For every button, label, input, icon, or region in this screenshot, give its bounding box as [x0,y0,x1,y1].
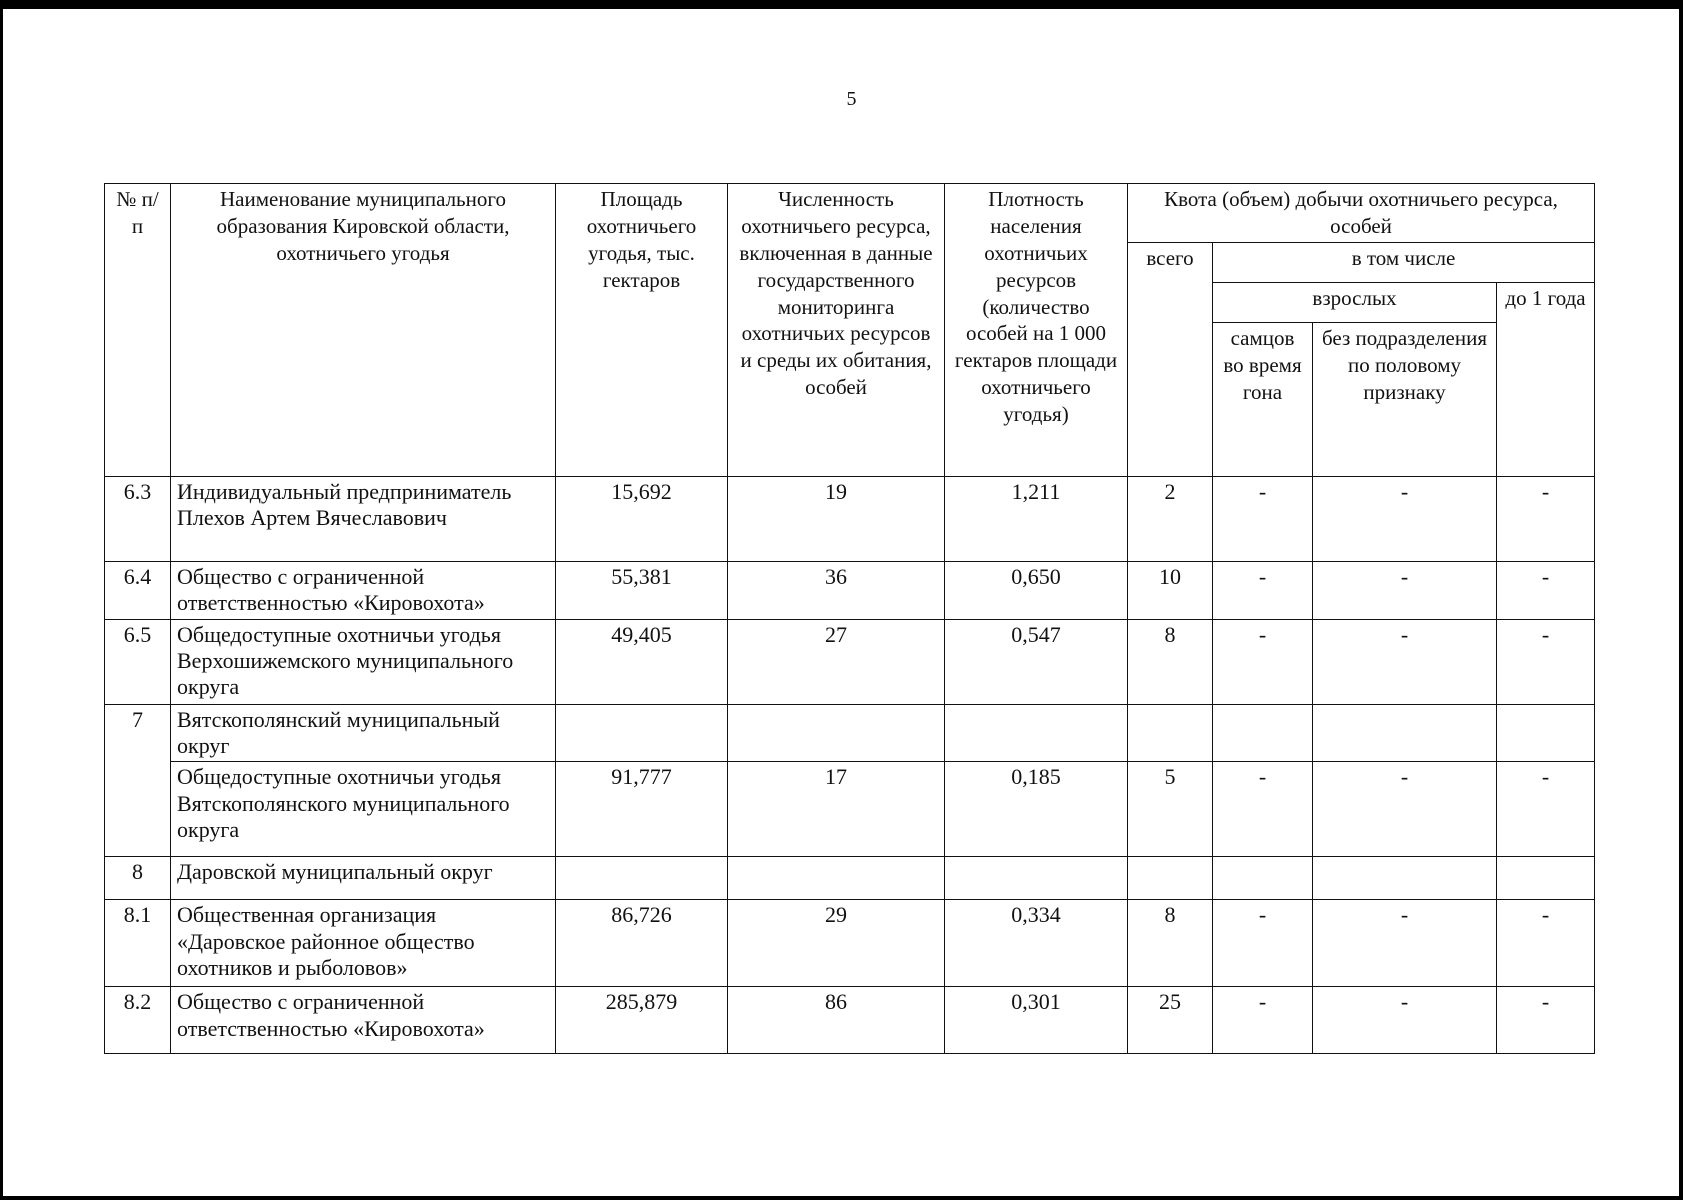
scan-border-right [1679,0,1683,1200]
row-area: 91,777 [556,762,728,857]
table-row [105,704,1595,762]
row-nosex: - [1313,987,1497,1054]
row-males: - [1213,476,1313,561]
row-total: 10 [1128,561,1213,619]
row-under1: - [1497,561,1595,619]
row-num: 6.3 [105,476,171,561]
table-header [105,184,1595,477]
row-count: 19 [728,476,945,561]
row-males: - [1213,619,1313,704]
row-num: 6.5 [105,619,171,704]
row-males: - [1213,561,1313,619]
table-row [105,561,1595,619]
row-count: 36 [728,561,945,619]
row-density: 0,650 [945,561,1128,619]
header-total: всего [1128,242,1213,476]
header-quota: Квота (объем) добычи охотничьего ресурса, особей [1128,184,1595,243]
row-name: Вятскополянский муниципальный округ [171,704,556,762]
row-total: 5 [1128,762,1213,857]
table-row [105,476,1595,561]
scan-border-bottom [0,1196,1683,1200]
row-area: 15,692 [556,476,728,561]
header-males-rut: самцов во время гона [1213,322,1313,476]
row-name: Общедоступные охотничьи угодья Вятскополянского муниципального округа [171,762,556,857]
row-name: Даровской муниципальный округ [171,857,556,900]
row-nosex: - [1313,561,1497,619]
row-nosex: - [1313,762,1497,857]
header-density: Плотность населения охотничьих ресурсов (количество особей на 1 000 гектаров площади охотничьего угодья) [945,184,1128,477]
row-area: 285,879 [556,987,728,1054]
header-num: № п/п [105,184,171,477]
row-area: 55,381 [556,561,728,619]
row-males [1213,704,1313,762]
row-name: Общество с ограниченной ответственностью «Кировохота» [171,561,556,619]
row-num: 8 [105,857,171,900]
row-males: - [1213,987,1313,1054]
row-density: 1,211 [945,476,1128,561]
row-nosex [1313,704,1497,762]
row-name: Индивидуальный предприниматель Плехов Артем Вячеславович [171,476,556,561]
row-name: Общество с ограниченной ответственностью «Кировохота» [171,987,556,1054]
row-total [1128,704,1213,762]
table-body [105,476,1595,1054]
header-adults: взрослых [1213,282,1497,322]
row-name: Общественная организация «Даровское районное общество охотников и рыболовов» [171,900,556,987]
table-row [105,762,1595,857]
row-total: 8 [1128,900,1213,987]
row-nosex: - [1313,476,1497,561]
row-total: 25 [1128,987,1213,1054]
row-density [945,857,1128,900]
table-row [105,987,1595,1054]
row-count: 17 [728,762,945,857]
row-count: 86 [728,987,945,1054]
row-count: 29 [728,900,945,987]
row-total: 8 [1128,619,1213,704]
row-males [1213,857,1313,900]
header-area: Площадь охотничьего угодья, тыс. гектаров [556,184,728,477]
row-num: 8.2 [105,987,171,1054]
row-nosex: - [1313,619,1497,704]
header-including: в том числе [1213,242,1595,282]
row-nosex: - [1313,900,1497,987]
row-males: - [1213,762,1313,857]
header-name: Наименование муниципального образования Кировской области, охотничьего угодья [171,184,556,477]
row-total [1128,857,1213,900]
quota-table [104,183,1595,1054]
page-number: 5 [846,88,857,110]
row-under1 [1497,704,1595,762]
row-density: 0,547 [945,619,1128,704]
row-under1: - [1497,987,1595,1054]
row-count [728,704,945,762]
row-under1 [1497,857,1595,900]
row-area: 86,726 [556,900,728,987]
row-under1: - [1497,762,1595,857]
row-num: 6.4 [105,561,171,619]
row-name: Общедоступные охотничьи угодья Верхошижемского муниципального округа [171,619,556,704]
row-count [728,857,945,900]
row-density: 0,185 [945,762,1128,857]
row-count: 27 [728,619,945,704]
row-num: 8.1 [105,900,171,987]
row-males: - [1213,900,1313,987]
table-row [105,619,1595,704]
row-area [556,704,728,762]
row-total: 2 [1128,476,1213,561]
row-area [556,857,728,900]
table-row [105,857,1595,900]
row-density: 0,301 [945,987,1128,1054]
row-nosex [1313,857,1497,900]
table-row [105,900,1595,987]
row-density: 0,334 [945,900,1128,987]
header-no-sex-division: без подразделения по половому признаку [1313,322,1497,476]
row-under1: - [1497,900,1595,987]
row-density [945,704,1128,762]
scan-border-top [0,0,1683,9]
header-count: Численность охотничьего ресурса, включенная в данные государственного мониторинга охотничьих ресурсов и среды их обитания, особей [728,184,945,477]
row-under1: - [1497,476,1595,561]
row-num: 7 [105,704,171,857]
scan-border-left [0,0,3,1200]
header-under-1-year: до 1 года [1497,282,1595,476]
row-area: 49,405 [556,619,728,704]
row-under1: - [1497,619,1595,704]
